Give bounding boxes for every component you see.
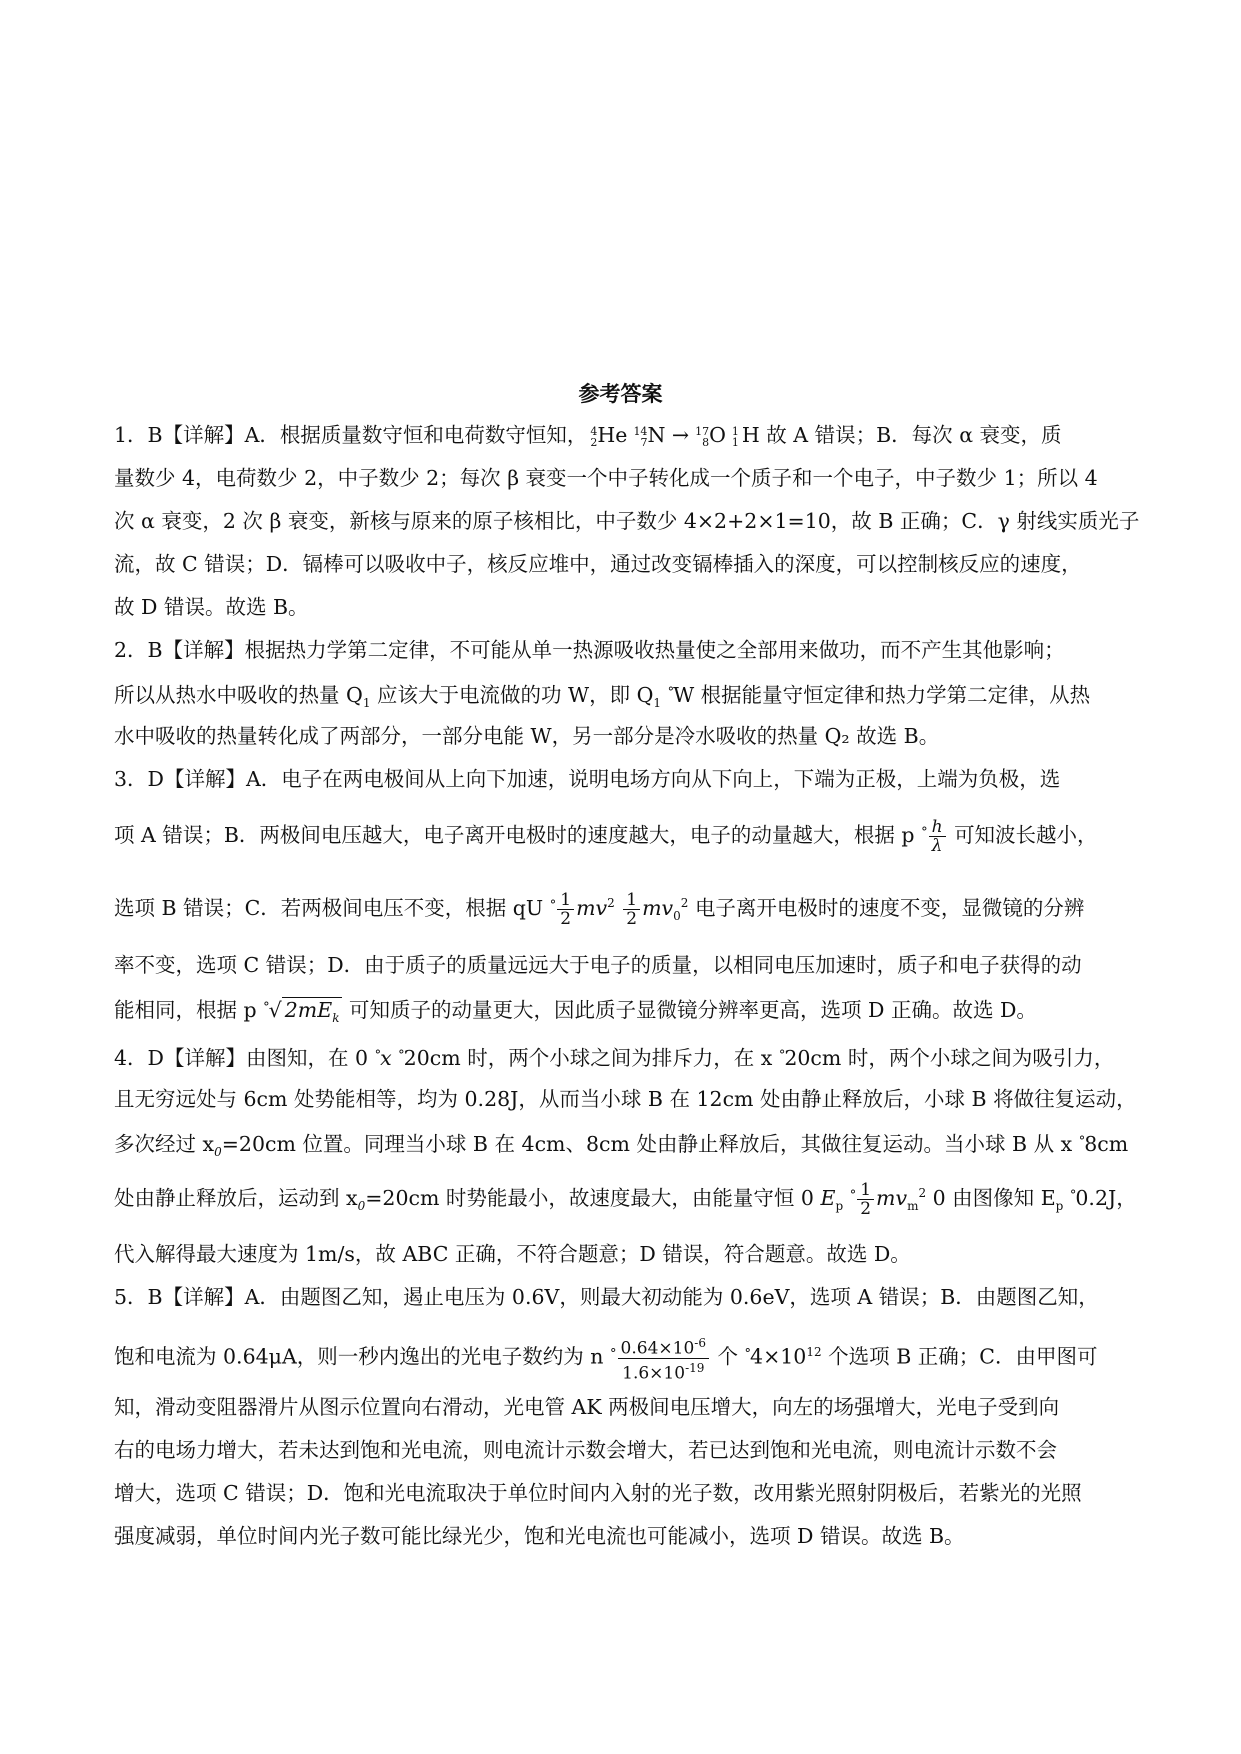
text: 4×10 — [750, 1344, 807, 1369]
text: 0.64×10 — [620, 1338, 695, 1359]
text: 4．D【详解】由图知，在 0 — [114, 1046, 369, 1070]
fraction-electrons: $\frac{0.64\times 10^{-6}}{1.6\times 10^{-19}}$ — [618, 1334, 709, 1382]
sqrt-expression: $2mE_k$ — [282, 997, 343, 1022]
q2-line-1: 2．B【详解】根据热力学第二定律，不可能从单一热源吸收热量使之全部用来做功，而不产生其他影响； — [114, 638, 1065, 662]
text: 1.6×10 — [622, 1363, 686, 1384]
text: mv — [876, 1185, 908, 1210]
text: 0.2J， — [1075, 1185, 1137, 1210]
fraction-h-lambda: $\frac{h}{\lambda}$ — [929, 818, 946, 855]
text: mv — [576, 895, 608, 920]
fraction-half-3: $\frac{1}{2}$ — [857, 1181, 874, 1218]
text: 20cm 时，两个小球之间为吸引力， — [784, 1046, 1115, 1070]
q2-line-2: 所以从热水中吸收的热量 $Q_1$ 应该大于电流做的功 W，即 $Q_1$ °W 根据能量守恒定律和热力学第二定律，从热 — [114, 683, 1091, 711]
text: 8cm — [1084, 1132, 1129, 1156]
text: mv — [642, 895, 674, 920]
q4-line-1: 4．D【详解】由图知，在 0 °x °20cm 时，两个小球之间为排斥力，在 x °20cm 时，两个小球之间为吸引力， — [114, 1046, 1115, 1070]
q5-line-2: 饱和电流为 0.64μA，则一秒内逸出的光电子数约为 n ° $\frac{0.64\times 10^{-6}}{1.6\times 10^{-19}}$ 个 $^\circ 4\times 10^{12}$ 个选项 B 正确；C．由甲图可 — [114, 1336, 1098, 1384]
text: 可知波长越小， — [954, 823, 1098, 847]
text: 选项 B 错误；C．若两极间电压不变，根据 qU — [114, 895, 544, 920]
text: E — [820, 1185, 836, 1210]
text: 应该大于电流做的功 W，即 Q — [377, 683, 654, 707]
nuclide-o: 17 8 O — [695, 423, 726, 449]
q1-line-3: 次 α 衰变，2 次 β 衰变，新核与原来的原子核相比，中子数少 4×2+2×1=10，故 B 正确；C．γ 射线实质光子 — [114, 509, 1140, 533]
q4-line-4: 处由静止释放后，运动到 $x_0=20cm$ 时势能最小，故速度最大，由能量守恒 0 $E_p$ ° $\frac{1}{2}$ $mv_m^2$ 0 由图像知 $E_p$ °0.2J， — [114, 1179, 1137, 1219]
q1-line-1 — [114, 422, 1134, 448]
text: He — [597, 423, 628, 447]
text: 处由静止释放后，运动到 x — [114, 1185, 358, 1210]
q3-line-1: 3．D【详解】A．电子在两电极间从上向下加速，说明电场方向从下向上，下端为正极，上端为负极，选 — [114, 767, 1061, 791]
text: 电子离开电极时的速度不变，显微镜的分辨 — [694, 895, 1085, 920]
text: x — [380, 1046, 392, 1070]
text: 个选项 B 正确；C．由甲图可 — [828, 1344, 1098, 1369]
text: 个 — [717, 1344, 739, 1369]
text: O — [709, 423, 726, 447]
text: 2mE — [284, 998, 333, 1022]
nuclide-he: 4 2 He — [590, 423, 628, 449]
fraction-half-2: $\frac{1}{2}$ — [623, 891, 640, 928]
q3-line-2: 项 A 错误；B．两极间电压越大，电子离开电极时的速度越大，电子的动量越大，根据 p ° $\frac{h}{\lambda}$ 可知波长越小， — [114, 817, 1098, 856]
nuclide-n: 14 7 N → — [633, 423, 690, 449]
q1-line-5: 故 D 错误。故选 B。 — [114, 595, 309, 619]
q1-line-4: 流，故 C 错误；D．镉棒可以吸收中子，核反应堆中，通过改变镉棒插入的深度，可以控制核反应的速度， — [114, 552, 1082, 576]
text: W 根据能量守恒定律和热力学第二定律，从热 — [673, 683, 1091, 707]
text: 所以从热水中吸收的热量 Q — [114, 683, 363, 707]
text: H 故 A 错误；B．每次 α 衰变，质 — [741, 423, 1062, 447]
q5-line-3: 知，滑动变阻器滑片从图示位置向右滑动，光电管 AK 两极间电压增大，向左的场强增大，光电子受到向 — [114, 1395, 1060, 1419]
text: 项 A 错误；B．两极间电压越大，电子离开电极时的速度越大，电子的动量越大，根据 p — [114, 823, 915, 847]
q1-line-2: 量数少 4，电荷数少 2，中子数少 2；每次 β 衰变一个中子转化成一个质子和一个电子，中子数少 1；所以 4 — [114, 466, 1098, 490]
q5-line-1: 5．B【详解】A．由题图乙知，遏止电压为 0.6V，则最大初动能为 0.6eV，选项 A 错误；B．由题图乙知， — [114, 1285, 1099, 1309]
text: 多次经过 x — [114, 1132, 215, 1156]
q5-line-5: 增大，选项 C 错误；D．饱和光电流取决于单位时间内入射的光子数，改用紫光照射阴极后，若紫光的光照 — [114, 1481, 1082, 1505]
q4-line-3: 多次经过 $x_0=20cm$ 位置。同理当小球 B 在 4cm、8cm 处由静止释放后，其做往复运动。当小球 B 从 x °8cm — [114, 1132, 1129, 1160]
nuclide-h: 1 1 — [731, 424, 739, 449]
q5-line-6: 强度减弱，单位时间内光子数可能比绿光少，饱和光电流也可能减小，选项 D 错误。故选 B。 — [114, 1524, 965, 1548]
text: =20cm 时势能最小，故速度最大，由能量守恒 0 — [365, 1185, 814, 1210]
fraction-half: $\frac{1}{2}$ — [557, 891, 574, 928]
text: 可知质子的动量更大，因此质子显微镜分辨率更高，选项 D 正确。故选 D。 — [349, 998, 1037, 1022]
q5-line-4: 右的电场力增大，若未达到饱和光电流，则电流计示数会增大，若已达到饱和光电流，则电流计示数不会 — [114, 1438, 1057, 1462]
q3-line-3: 选项 B 错误；C．若两极间电压不变，根据 qU ° $\frac{1}{2}$ $mv^2$ $\frac{1}{2}$ $mv_0^2$ 电子离开电极时的速度不变，显微镜的分辨 — [114, 889, 1085, 929]
text: 20cm 时，两个小球之间为排斥力，在 x — [403, 1046, 773, 1070]
q4-line-2: 且无穷远处与 6cm 处势能相等，均为 0.28J，从而当小球 B 在 12cm 处由静止释放后，小球 B 将做往复运动， — [114, 1087, 1137, 1111]
text: 饱和电流为 0.64μA，则一秒内逸出的光电子数约为 n — [114, 1344, 604, 1369]
q4-line-5: 代入解得最大速度为 1m/s，故 ABC 正确，不符合题意；D 错误，符合题意。故选 D。 — [114, 1242, 911, 1266]
q3-line-5: 能相同，根据 p °√ $2mE_k$ 可知质子的动量更大，因此质子显微镜分辨率更高，选项 D 正确。故选 D。 — [114, 998, 1037, 1026]
text: 0 由图像知 E — [932, 1185, 1056, 1210]
text: =20cm 位置。同理当小球 B 在 4cm、8cm 处由静止释放后，其做往复运动。当小球 B 从 x — [221, 1132, 1073, 1156]
text: N → — [647, 423, 690, 447]
text: 1．B【详解】A．根据质量数守恒和电荷数守恒知， — [114, 423, 588, 447]
page-title: 参考答案 — [578, 382, 663, 406]
q3-line-4: 率不变，选项 C 错误；D．由于质子的质量远远大于电子的质量，以相同电压加速时，质子和电子获得的动 — [114, 953, 1082, 977]
q2-line-3: 水中吸收的热量转化成了两部分，一部分电能 W，另一部分是冷水吸收的热量 Q₂ 故选 B。 — [114, 724, 940, 748]
text: 能相同，根据 p — [114, 998, 257, 1022]
